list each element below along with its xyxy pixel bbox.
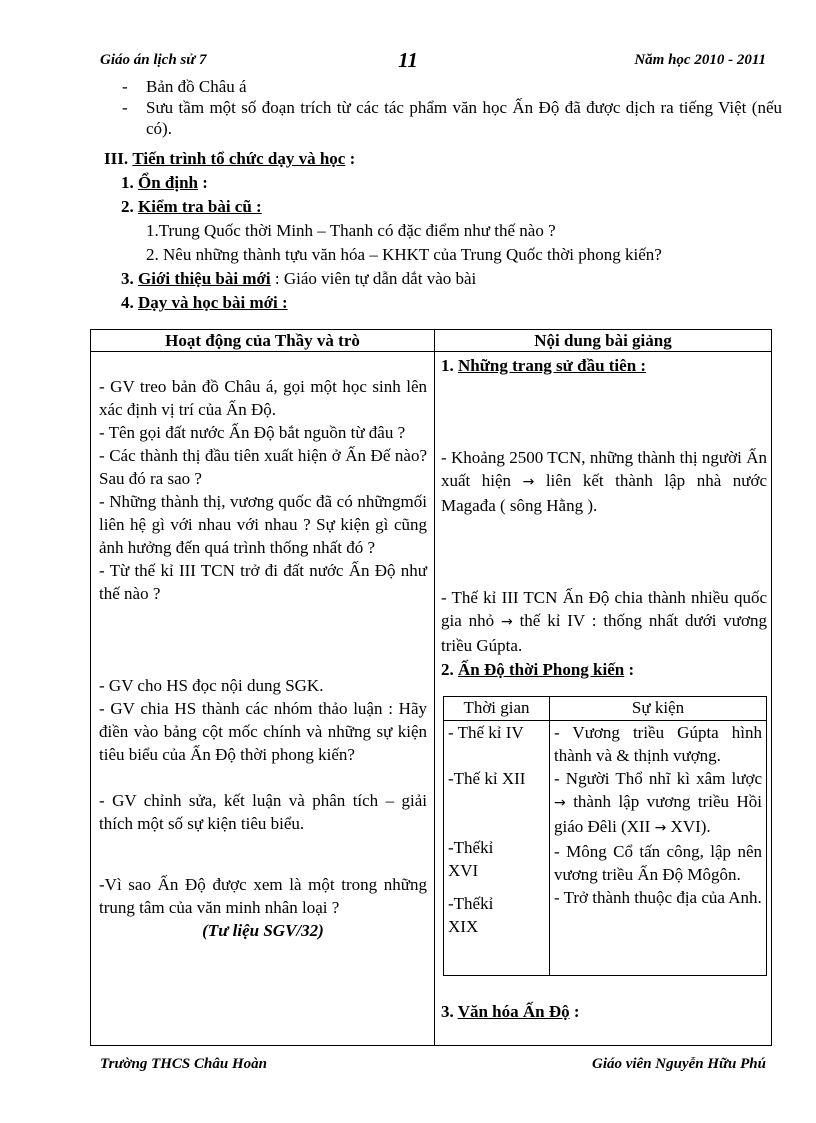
table-cell: - Người Thổ nhĩ kì xâm lược → thành lập vương triều Hồi giáo Đêli (XII → XVI). [554,769,762,836]
table-cell: -Thế kỉ XII [448,769,526,788]
content-heading-3-wrap [441,1000,767,1023]
table-cell: - Mông Cổ tấn công, lập nên vương triều Ấn Độ Môgôn. [554,842,762,884]
column-header-activities: Hoạt động của Thầy và trò [165,331,360,350]
list-item: - Bản đồ Châu á [122,77,247,96]
table-cell: -Thếkỉ XVI [448,838,494,880]
question-1: 1.Trung Quốc thời Minh – Thanh có đặc điểm như thế nào ? [146,221,556,240]
step-1: 1. Ổn định : [121,173,208,192]
activity-text: - GV chia HS thành các nhóm thảo luận : Hãy điền vào bảng cột mốc chính và những sự kiện tiêu biểu của Ấn Độ thời phong kiến? [99,699,427,764]
events-table [443,696,767,976]
table-cell: -Thếkỉ XIX [448,894,494,936]
activity-text: - Các thành thị đầu tiên xuất hiện ở Ấn Đế nào? Sau đó ra sao ? [99,446,427,488]
step-4: 4. Dạy và học bài mới : [121,293,288,312]
section-iii [104,147,784,315]
footer-left: Trường THCS Châu Hoàn [100,1056,267,1072]
table-cell: - Thế kỉ IV [448,723,524,742]
lesson-content [441,352,767,681]
section-title: III. Tiến trình tổ chức dạy và học : [104,149,356,168]
footer-right: Giáo viên Nguyễn Hữu Phú [591,1056,766,1072]
content-heading-1: 1. Những trang sử đầu tiên : [441,356,647,375]
content-heading-2: 2. Ấn Độ thời Phong kiến : [441,660,635,679]
question-2: 2. Nêu những thành tựu văn hóa – KHKT của Trung Quốc thời phong kiến? [146,245,662,264]
page-number: 11 [398,48,418,72]
teacher-activities [99,352,427,942]
step-2: 2. Kiểm tra bài cũ : [121,197,262,216]
activity-reference: (Tư liệu SGV/32) [202,921,324,940]
events-event-column [554,721,762,909]
content-heading-3: 3. Văn hóa Ấn Độ : [441,1002,580,1021]
events-time-column [448,721,546,938]
activity-text: - Những thành thị, vương quốc đã có nhữngmối liên hệ gì với nhau với nhau ? Sự kiện gì cũng ảnh hưởng đến quá trình thống nhất đó ? [99,492,427,557]
column-header-content: Nội dung bài giảng [534,331,672,350]
header-right: Năm học 2010 - 2011 [634,52,766,68]
activity-text: - GV treo bản đồ Châu á, gọi một học sinh lên xác định vị trí của Ấn Độ. [99,377,427,419]
events-header-event: Sự kiện [631,698,685,717]
content-text: - Thế kỉ III TCN Ấn Độ chia thành nhiều quốc gia nhỏ → thế kỉ IV : thống nhất dưới vương triều Gúpta. [441,588,767,655]
preparation-list [122,76,782,139]
table-cell: - Trở thành thuộc địa của Anh. [554,888,762,907]
activity-text: - Tên gọi đất nước Ấn Độ bắt nguồn từ đâu ? [99,423,406,442]
header-left: Giáo án lịch sử 7 [100,52,207,68]
lesson-table [90,329,772,1046]
content-text: - Khoảng 2500 TCN, những thành thị người Ấn xuất hiện → liên kết thành lập nhà nước Magađa ( sông Hằng ). [441,448,767,515]
table-cell: - Vương triều Gúpta hình thành và & thịnh vượng. [554,723,762,765]
list-item: - Sưu tầm một số đoạn trích từ các tác phẩm văn học Ấn Độ đã được dịch ra tiếng Việt (nếu có). [122,98,782,138]
activity-text: - GV cho HS đọc nội dung SGK. [99,676,324,695]
step-3: 3. Giới thiệu bài mới : Giáo viên tự dẫn dắt vào bài [121,269,477,288]
events-header-time: Thời gian [463,698,530,717]
activity-text: - GV chỉnh sửa, kết luận và phân tích – giải thích một số sự kiện tiêu biểu. [99,791,427,833]
activity-text: -Vì sao Ấn Độ được xem là một trong những trung tâm của văn minh nhân loại ? [99,875,427,917]
activity-text: - Từ thế kỉ III TCN trở đi đất nước Ấn Độ như thế nào ? [99,561,427,603]
